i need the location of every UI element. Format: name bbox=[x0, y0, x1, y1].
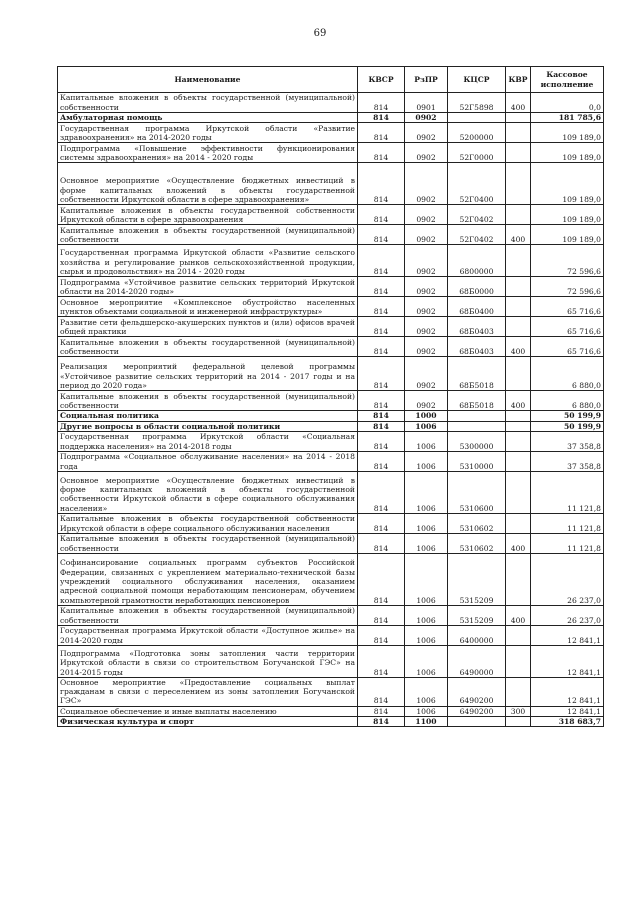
cell-amount: 12 841,1 bbox=[531, 677, 604, 706]
cell-kvsr: 814 bbox=[358, 717, 405, 727]
cell-name: Государственная программа Иркутской области «Развитие сельского хозяйства и регулирование рынков сельскохозяйственной продукции, сырья и продовольствия» на 2014 - 2020 годы bbox=[58, 245, 358, 277]
cell-name: Другие вопросы в области социальной политики bbox=[58, 421, 358, 431]
cell-kvr bbox=[506, 645, 531, 677]
header-kvr: КВР bbox=[506, 67, 531, 93]
table-row bbox=[58, 605, 604, 625]
cell-kvsr: 814 bbox=[358, 645, 405, 677]
cell-amount: 65 716,6 bbox=[531, 317, 604, 337]
table-row bbox=[58, 245, 604, 277]
cell-kvr: 400 bbox=[506, 605, 531, 625]
cell-kvsr: 814 bbox=[358, 533, 405, 553]
cell-kcsr: 68Б0000 bbox=[448, 277, 506, 297]
cell-kvr: 400 bbox=[506, 337, 531, 357]
cell-name: Капитальные вложения в объекты государственной (муниципальной) собственности bbox=[58, 533, 358, 553]
table-row bbox=[58, 205, 604, 225]
cell-kvsr: 814 bbox=[358, 513, 405, 533]
cell-name: Капитальные вложения в объекты государственной собственности Иркутской области в сфере социального обслуживания населения bbox=[58, 513, 358, 533]
cell-rzpr: 1006 bbox=[405, 431, 448, 451]
cell-name: Реализация мероприятий федеральной целевой программы «Устойчивое развитие сельских территорий на 2014 - 2017 годы и на период до 2020 года» bbox=[58, 357, 358, 391]
cell-rzpr: 0902 bbox=[405, 205, 448, 225]
cell-kcsr bbox=[448, 113, 506, 123]
cell-name: Основное мероприятие «Комплексное обустройство населенных пунктов объектами социальной и инженерной инфраструктуры» bbox=[58, 297, 358, 317]
cell-name: Подпрограмма «Подготовка зоны затопления части территории Иркутской области в связи со строительством Богучанской ГЭС» на 2014-2015 годы bbox=[58, 645, 358, 677]
table-row bbox=[58, 451, 604, 471]
cell-name: Основное мероприятие «Предоставление социальных выплат гражданам в связи с переселением из зоны затопления Богучанской ГЭС» bbox=[58, 677, 358, 706]
cell-amount: 72 596,6 bbox=[531, 277, 604, 297]
cell-kcsr: 6400000 bbox=[448, 625, 506, 645]
cell-amount: 11 121,8 bbox=[531, 533, 604, 553]
cell-kvsr: 814 bbox=[358, 431, 405, 451]
cell-rzpr: 1006 bbox=[405, 645, 448, 677]
cell-rzpr: 0902 bbox=[405, 391, 448, 411]
cell-name: Капитальные вложения в объекты государственной (муниципальной) собственности bbox=[58, 391, 358, 411]
cell-kvsr: 814 bbox=[358, 297, 405, 317]
cell-kcsr: 68Б5018 bbox=[448, 391, 506, 411]
cell-amount: 11 121,8 bbox=[531, 471, 604, 513]
cell-kcsr: 6490200 bbox=[448, 677, 506, 706]
cell-kvr bbox=[506, 411, 531, 421]
cell-name: Капитальные вложения в объекты государственной (муниципальной) собственности bbox=[58, 337, 358, 357]
cell-kvsr: 814 bbox=[358, 421, 405, 431]
cell-kcsr: 68Б0403 bbox=[448, 337, 506, 357]
cell-name: Социальная политика bbox=[58, 411, 358, 421]
cell-rzpr: 0902 bbox=[405, 317, 448, 337]
table-row bbox=[58, 431, 604, 451]
cell-name: Софинансирование социальных программ субъектов Российской Федерации, связанных с укреплением материально-технической базы учреждений социального обслуживания населения, оказанием адресной социальной помощи неработающим пенсионерам, обучением компьютерной грамотности неработающих пенсионеров bbox=[58, 553, 358, 605]
cell-kvsr: 814 bbox=[358, 553, 405, 605]
cell-kcsr: 5310602 bbox=[448, 513, 506, 533]
cell-kcsr: 5310602 bbox=[448, 533, 506, 553]
table-row bbox=[58, 277, 604, 297]
cell-kvr bbox=[506, 451, 531, 471]
cell-kvr bbox=[506, 163, 531, 205]
cell-amount: 72 596,6 bbox=[531, 245, 604, 277]
cell-kvsr: 814 bbox=[358, 451, 405, 471]
cell-name: Капитальные вложения в объекты государственной (муниципальной) собственности bbox=[58, 225, 358, 245]
cell-kcsr: 6800000 bbox=[448, 245, 506, 277]
cell-kvr bbox=[506, 471, 531, 513]
cell-kcsr: 52Г0000 bbox=[448, 143, 506, 163]
cell-rzpr: 0902 bbox=[405, 337, 448, 357]
cell-name: Государственная программа Иркутской области «Развитие здравоохранения» на 2014-2020 годы bbox=[58, 123, 358, 143]
cell-name: Капитальные вложения в объекты государственной собственности Иркутской области в сфере здравоохранения bbox=[58, 205, 358, 225]
header-rzpr: РзПР bbox=[405, 67, 448, 93]
cell-amount: 109 189,0 bbox=[531, 123, 604, 143]
cell-kvsr: 814 bbox=[358, 205, 405, 225]
cell-rzpr: 1006 bbox=[405, 625, 448, 645]
cell-amount: 65 716,6 bbox=[531, 337, 604, 357]
cell-rzpr: 0902 bbox=[405, 277, 448, 297]
cell-kcsr: 52Г0402 bbox=[448, 205, 506, 225]
cell-amount: 12 841,1 bbox=[531, 645, 604, 677]
cell-rzpr: 0902 bbox=[405, 163, 448, 205]
cell-name: Амбулаторная помощь bbox=[58, 113, 358, 123]
cell-kvr bbox=[506, 717, 531, 727]
header-kvsr: КВСР bbox=[358, 67, 405, 93]
cell-name: Капитальные вложения в объекты государственной (муниципальной) собственности bbox=[58, 605, 358, 625]
cell-kcsr: 6490000 bbox=[448, 645, 506, 677]
cell-rzpr: 0902 bbox=[405, 357, 448, 391]
cell-kvsr: 814 bbox=[358, 357, 405, 391]
cell-kcsr: 5310000 bbox=[448, 451, 506, 471]
table-row bbox=[58, 553, 604, 605]
cell-kvr bbox=[506, 113, 531, 123]
cell-kvr bbox=[506, 625, 531, 645]
cell-rzpr: 1006 bbox=[405, 513, 448, 533]
cell-amount: 50 199,9 bbox=[531, 411, 604, 421]
cell-kvr: 400 bbox=[506, 533, 531, 553]
table-row bbox=[58, 421, 604, 431]
table-row bbox=[58, 93, 604, 113]
cell-kvr: 400 bbox=[506, 93, 531, 113]
cell-kcsr: 6490200 bbox=[448, 706, 506, 716]
header-amount: Кассовое исполнение bbox=[531, 67, 604, 93]
cell-amount: 50 199,9 bbox=[531, 421, 604, 431]
cell-kcsr: 68Б0403 bbox=[448, 317, 506, 337]
cell-kcsr: 5315209 bbox=[448, 605, 506, 625]
cell-kvsr: 814 bbox=[358, 225, 405, 245]
table-row bbox=[58, 471, 604, 513]
header-name: Наименование bbox=[58, 67, 358, 93]
cell-name: Подпрограмма «Повышение эффективности функционирования системы здравоохранения» на 2014 - 2020 годы bbox=[58, 143, 358, 163]
cell-kvr bbox=[506, 205, 531, 225]
cell-kvsr: 814 bbox=[358, 471, 405, 513]
cell-amount: 6 880,0 bbox=[531, 357, 604, 391]
cell-name: Развитие сети фельдшерско-акушерских пунктов и (или) офисов врачей общей практики bbox=[58, 317, 358, 337]
cell-kvsr: 814 bbox=[358, 706, 405, 716]
cell-rzpr: 1006 bbox=[405, 471, 448, 513]
table-row bbox=[58, 706, 604, 716]
cell-name: Подпрограмма «Устойчивое развитие сельских территорий Иркутской области на 2014-2020 годы» bbox=[58, 277, 358, 297]
cell-kvsr: 814 bbox=[358, 93, 405, 113]
cell-amount: 26 237,0 bbox=[531, 553, 604, 605]
cell-rzpr: 0902 bbox=[405, 225, 448, 245]
cell-kcsr: 52Г0402 bbox=[448, 225, 506, 245]
cell-kcsr bbox=[448, 421, 506, 431]
cell-rzpr: 1006 bbox=[405, 605, 448, 625]
cell-kvsr: 814 bbox=[358, 245, 405, 277]
cell-name: Социальное обеспечение и иные выплаты населению bbox=[58, 706, 358, 716]
header-kcsr: КЦСР bbox=[448, 67, 506, 93]
cell-rzpr: 1006 bbox=[405, 677, 448, 706]
cell-rzpr: 0902 bbox=[405, 245, 448, 277]
cell-kcsr: 5200000 bbox=[448, 123, 506, 143]
cell-rzpr: 1006 bbox=[405, 421, 448, 431]
table-row bbox=[58, 163, 604, 205]
cell-name: Государственная программа Иркутской области «Социальная поддержка населения» на 2014-2018 годы bbox=[58, 431, 358, 451]
cell-kvr: 300 bbox=[506, 706, 531, 716]
cell-kvr bbox=[506, 143, 531, 163]
cell-kvr bbox=[506, 277, 531, 297]
cell-kvr: 400 bbox=[506, 391, 531, 411]
cell-kvsr: 814 bbox=[358, 605, 405, 625]
cell-amount: 12 841,1 bbox=[531, 625, 604, 645]
cell-kvr: 400 bbox=[506, 225, 531, 245]
cell-rzpr: 0902 bbox=[405, 113, 448, 123]
cell-rzpr: 0902 bbox=[405, 297, 448, 317]
cell-kvsr: 814 bbox=[358, 163, 405, 205]
cell-amount: 12 841,1 bbox=[531, 706, 604, 716]
cell-amount: 109 189,0 bbox=[531, 225, 604, 245]
cell-amount: 109 189,0 bbox=[531, 143, 604, 163]
cell-kvr bbox=[506, 297, 531, 317]
table-row bbox=[58, 645, 604, 677]
cell-kvsr: 814 bbox=[358, 277, 405, 297]
cell-kcsr: 5310600 bbox=[448, 471, 506, 513]
cell-kvsr: 814 bbox=[358, 677, 405, 706]
cell-kvsr: 814 bbox=[358, 143, 405, 163]
cell-rzpr: 1100 bbox=[405, 717, 448, 727]
cell-amount: 11 121,8 bbox=[531, 513, 604, 533]
cell-name: Основное мероприятие «Осуществление бюджетных инвестиций в форме капитальных вложений в объекты государственной собственности Иркутской области в сфере социального обслуживания населения» bbox=[58, 471, 358, 513]
cell-kcsr: 52Г5898 bbox=[448, 93, 506, 113]
cell-kcsr bbox=[448, 717, 506, 727]
table-row bbox=[58, 297, 604, 317]
table-row bbox=[58, 123, 604, 143]
cell-kcsr: 68Б0400 bbox=[448, 297, 506, 317]
page-number: 69 bbox=[313, 28, 327, 39]
cell-kvsr: 814 bbox=[358, 317, 405, 337]
cell-amount: 37 358,8 bbox=[531, 431, 604, 451]
budget-execution-table bbox=[57, 66, 604, 727]
cell-kvsr: 814 bbox=[358, 113, 405, 123]
cell-rzpr: 1000 bbox=[405, 411, 448, 421]
table-row bbox=[58, 143, 604, 163]
cell-name: Основное мероприятие «Осуществление бюджетных инвестиций в форме капитальных вложений в объекты государственной собственности Иркутской области в сфере здравоохранения» bbox=[58, 163, 358, 205]
table-header-row bbox=[58, 67, 604, 93]
cell-amount: 181 785,6 bbox=[531, 113, 604, 123]
cell-name: Физическая культура и спорт bbox=[58, 717, 358, 727]
cell-rzpr: 1006 bbox=[405, 533, 448, 553]
cell-kcsr: 68Б5018 bbox=[448, 357, 506, 391]
cell-amount: 26 237,0 bbox=[531, 605, 604, 625]
cell-kvsr: 814 bbox=[358, 391, 405, 411]
cell-kvr bbox=[506, 245, 531, 277]
cell-rzpr: 1006 bbox=[405, 706, 448, 716]
cell-amount: 109 189,0 bbox=[531, 163, 604, 205]
table-row bbox=[58, 317, 604, 337]
cell-kcsr: 52Г0400 bbox=[448, 163, 506, 205]
cell-kcsr: 5300000 bbox=[448, 431, 506, 451]
table-row bbox=[58, 113, 604, 123]
cell-kvr bbox=[506, 677, 531, 706]
cell-name: Государственная программа Иркутской области «Доступное жилье» на 2014-2020 годы bbox=[58, 625, 358, 645]
cell-rzpr: 1006 bbox=[405, 553, 448, 605]
cell-kvsr: 814 bbox=[358, 337, 405, 357]
cell-amount: 318 683,7 bbox=[531, 717, 604, 727]
table-row bbox=[58, 337, 604, 357]
cell-rzpr: 0902 bbox=[405, 123, 448, 143]
table-row bbox=[58, 625, 604, 645]
cell-kvsr: 814 bbox=[358, 411, 405, 421]
cell-kvr bbox=[506, 357, 531, 391]
table-row bbox=[58, 391, 604, 411]
cell-amount: 37 358,8 bbox=[531, 451, 604, 471]
table-row bbox=[58, 533, 604, 553]
cell-kvsr: 814 bbox=[358, 123, 405, 143]
table-row bbox=[58, 225, 604, 245]
table-row bbox=[58, 411, 604, 421]
table-row bbox=[58, 677, 604, 706]
cell-amount: 6 880,0 bbox=[531, 391, 604, 411]
table-row bbox=[58, 717, 604, 727]
cell-kvr bbox=[506, 421, 531, 431]
cell-amount: 65 716,6 bbox=[531, 297, 604, 317]
cell-kvsr: 814 bbox=[358, 625, 405, 645]
cell-kcsr bbox=[448, 411, 506, 421]
cell-rzpr: 0901 bbox=[405, 93, 448, 113]
cell-kvr bbox=[506, 123, 531, 143]
cell-amount: 0,0 bbox=[531, 93, 604, 113]
cell-name: Подпрограмма «Социальное обслуживание населения» на 2014 - 2018 года bbox=[58, 451, 358, 471]
cell-kcsr: 5315209 bbox=[448, 553, 506, 605]
cell-kvr bbox=[506, 553, 531, 605]
cell-name: Капитальные вложения в объекты государственной (муниципальной) собственности bbox=[58, 93, 358, 113]
cell-kvr bbox=[506, 513, 531, 533]
cell-rzpr: 0902 bbox=[405, 143, 448, 163]
cell-rzpr: 1006 bbox=[405, 451, 448, 471]
cell-amount: 109 189,0 bbox=[531, 205, 604, 225]
cell-kvr bbox=[506, 431, 531, 451]
cell-kvr bbox=[506, 317, 531, 337]
table-row bbox=[58, 513, 604, 533]
table-row bbox=[58, 357, 604, 391]
